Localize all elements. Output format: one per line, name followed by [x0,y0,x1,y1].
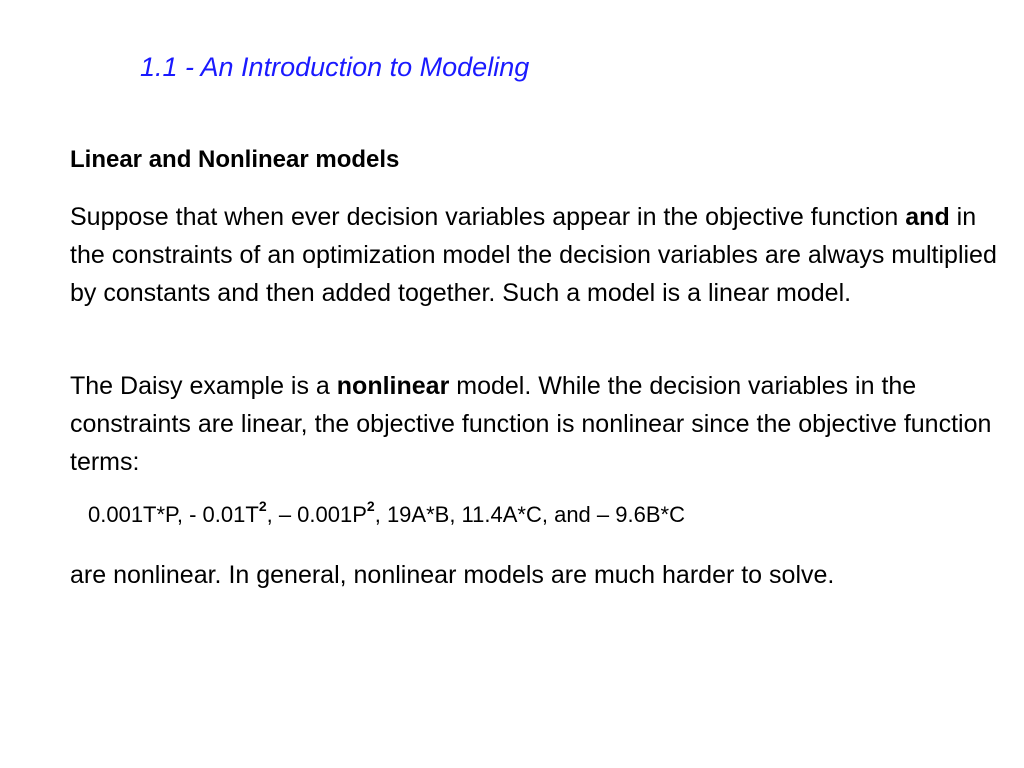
daisy-example-paragraph [70,367,1000,481]
para1-text-end: in the constraints of an optimization model the decision variables are always multiplied by constants and then added together. Such a model is a linear model. [70,203,997,307]
slide-title: 1.1 - An Introduction to Modeling [140,52,530,82]
para1-bold-and: and [905,203,950,231]
para2-bold-nonlinear: nonlinear [336,372,450,400]
formula-superscript-1: 2 [258,498,267,514]
linear-model-paragraph [70,198,1000,312]
para2-text-end: model. While the decision variables in the constraints are linear, the objective function is nonlinear since the objective function terms: [70,372,992,476]
formula-term-1: 0.001T*P, - 0.01T [88,502,259,527]
formula-superscript-2: 2 [366,498,375,514]
objective-terms-formula [88,498,685,528]
formula-term-2: , – 0.001P [266,502,367,527]
conclusion-paragraph: are nonlinear. In general, nonlinear models are much harder to solve. [70,561,835,589]
formula-term-3: , 19A*B, 11.4A*C, and – 9.6B*C [374,502,685,527]
section-heading: Linear and Nonlinear models [70,146,400,173]
para2-text-start: The Daisy example is a [70,372,337,400]
para1-text-start: Suppose that when ever decision variables appear in the objective function [70,203,906,231]
